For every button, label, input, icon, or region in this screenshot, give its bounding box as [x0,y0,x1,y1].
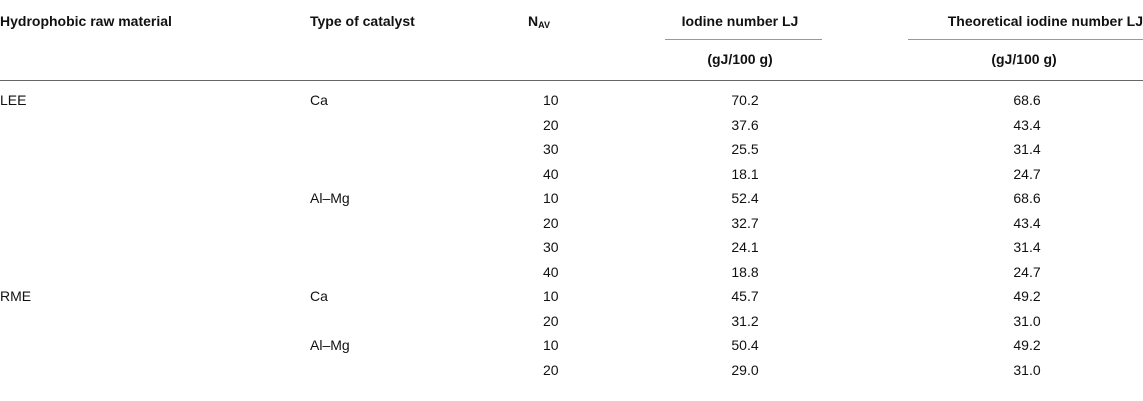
cell-iodine: 45.7 [731,288,759,304]
table-row [0,337,1143,359]
cell-theoretical: 43.4 [1013,215,1041,231]
cell-material: LEE [0,92,27,108]
header-catalyst: Type of catalyst [310,13,415,29]
cell-theoretical: 49.2 [1013,288,1041,304]
cell-catalyst: Al–Mg [310,190,350,206]
header-theoretical-unit: (gJ/100 g) [991,51,1057,67]
table-row [0,166,1143,188]
cell-iodine: 18.8 [731,264,759,280]
table-row [0,117,1143,139]
table-row [0,264,1143,286]
cell-nav: 10 [543,190,559,206]
cell-theoretical: 49.2 [1013,337,1041,353]
header-nav-main: N [528,13,539,29]
cell-nav: 30 [543,141,559,157]
table-row [0,239,1143,261]
cell-iodine: 18.1 [731,166,759,182]
cell-iodine: 37.6 [731,117,759,133]
cell-theoretical: 31.4 [1013,239,1041,255]
cell-nav: 20 [543,215,559,231]
cell-theoretical: 24.7 [1013,264,1041,280]
cell-nav: 20 [543,117,559,133]
cell-nav: 40 [543,166,559,182]
header-theoretical-underline [908,39,1143,40]
cell-nav: 20 [543,313,559,329]
header-raw-material: Hydrophobic raw material [0,13,172,29]
table-row [0,190,1143,212]
cell-catalyst: Ca [310,288,328,304]
cell-catalyst: Ca [310,92,328,108]
cell-nav: 20 [543,362,559,378]
cell-iodine: 70.2 [731,92,759,108]
header-theoretical: Theoretical iodine number LJ [947,13,1143,29]
cell-theoretical: 68.6 [1013,92,1041,108]
header-divider [0,80,1143,81]
cell-material: RME [0,288,32,304]
header-iodine: Iodine number LJ [681,13,799,29]
cell-theoretical: 31.0 [1013,313,1041,329]
cell-theoretical: 24.7 [1013,166,1041,182]
table-row [0,313,1143,335]
cell-catalyst: Al–Mg [310,337,350,353]
header-nav [528,13,550,29]
cell-iodine: 25.5 [731,141,759,157]
header-iodine-underline [665,39,822,40]
cell-nav: 40 [543,264,559,280]
header-iodine-unit: (gJ/100 g) [707,51,773,67]
table-row [0,92,1143,114]
cell-iodine: 24.1 [731,239,759,255]
cell-iodine: 50.4 [731,337,759,353]
cell-iodine: 29.0 [731,362,759,378]
cell-nav: 10 [543,337,559,353]
cell-theoretical: 31.0 [1013,362,1041,378]
cell-iodine: 31.2 [731,313,759,329]
table-row [0,215,1143,237]
table-row [0,141,1143,163]
cell-theoretical: 68.6 [1013,190,1041,206]
cell-theoretical: 31.4 [1013,141,1041,157]
cell-theoretical: 43.4 [1013,117,1041,133]
cell-iodine: 52.4 [731,190,759,206]
cell-iodine: 32.7 [731,215,759,231]
cell-nav: 10 [543,92,559,108]
cell-nav: 30 [543,239,559,255]
cell-nav: 10 [543,288,559,304]
table-row [0,362,1143,384]
header-nav-subscript: AV [538,20,550,30]
table-row [0,288,1143,310]
